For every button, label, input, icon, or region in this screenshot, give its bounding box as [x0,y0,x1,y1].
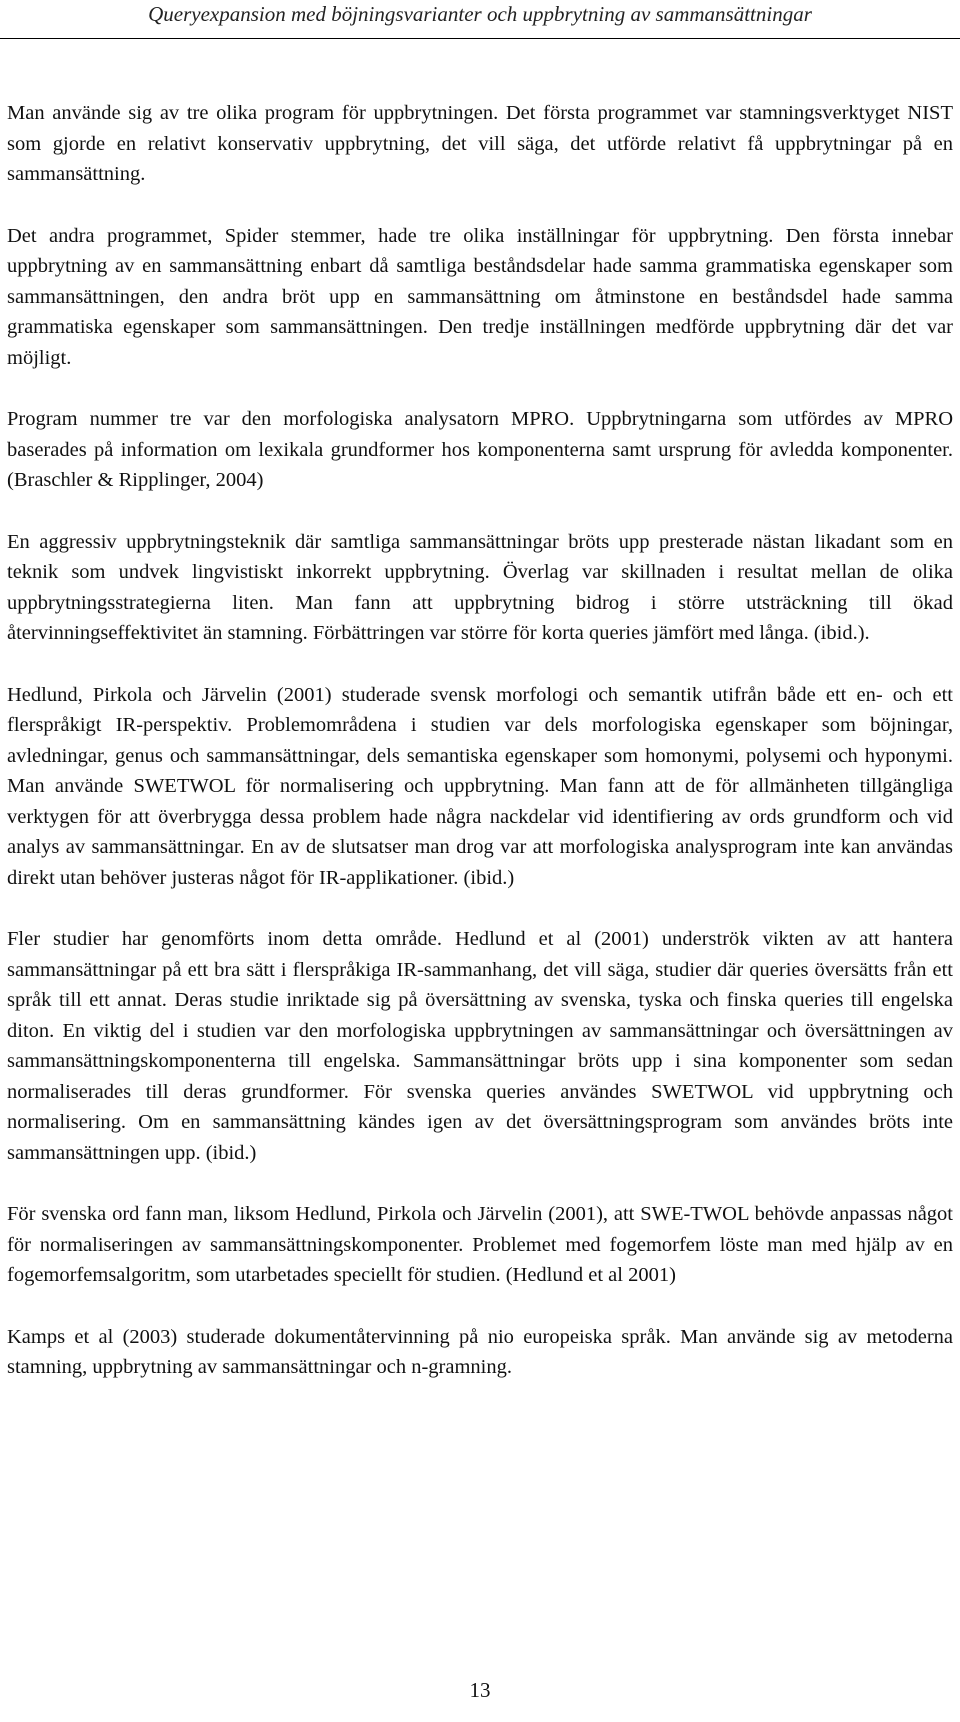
page-number: 13 [469,1678,491,1702]
paragraph: Fler studier har genomförts inom detta område. Hedlund et al (2001) underströk vikten av att hantera sammansättningar på ett bra sätt i flerspråkiga IR-sammanhang, det vill säga, studier där queries översätts från ett språk till ett annat. Deras studie inriktade sig på översättning av svenska, tyska och finska queries till engelska diton. En viktig del i studien var den morfologiska uppbrytningen av sammansättningar och översättningen av sammansättningskomponenterna till engelska. Sammansättningar bröts upp i sina komponenter som sedan normaliserades till deras grundformer. För svenska queries användes SWETWOL vid uppbrytning och normalisering. Om en sammansättning kändes igen av det översättningsprogram som användes bröts inte sammansättningen upp. (ibid.) [7,928,953,1164]
paragraph: En aggressiv uppbrytningsteknik där samtliga sammansättningar bröts upp presterade nästan likadant som en teknik som undvek lingvistiskt inkorrekt uppbrytning. Överlag var skillnaden i resultat mellan de olika uppbrytningsstrategierna liten. Man fann att uppbrytning bidrog i större utsträckning till ökad återvinningseffektivitet än stamning. Förbättringen var större för korta queries jämfört med långa. (ibid.). [7,530,953,644]
running-header: Queryexpansion med böjningsvarianter och uppbrytning av sammansättningar [0,0,960,39]
paragraph: Man använde sig av tre olika program för uppbrytningen. Det första programmet var stamningsverktyget NIST som gjorde en relativt konservativ uppbrytning, det vill säga, det utförde relativt få uppbrytningar på en sammansättning. [7,102,953,185]
paragraph: Det andra programmet, Spider stemmer, hade tre olika inställningar för uppbrytning. Den första innebar uppbrytning av en sammansättning enbart då samtliga beståndsdelar hade samma grammatiska egenskaper som sammansättningen, den andra bröt upp en sammansättning om åtminstone en beståndsdel hade samma grammatiska egenskaper som sammansättningen. Den tredje inställningen medförde uppbrytning där det var möjligt. [7,224,953,369]
paragraph: Program nummer tre var den morfologiska analysatorn MPRO. Uppbrytningarna som utfördes av MPRO baserades på information om lexikala grundformer hos komponenterna samt ursprung för avledda komponenter. (Braschler & Ripplinger, 2004) [7,408,953,491]
paragraph: Kamps et al (2003) studerade dokumentåtervinning på nio europeiska språk. Man använde sig av metoderna stamning, uppbrytning av sammansättningar och n-gramning. [7,1325,953,1378]
body-text [7,98,953,1414]
paragraph: För svenska ord fann man, liksom Hedlund, Pirkola och Järvelin (2001), att SWE-TWOL behövde anpassas något för normaliseringen av sammansättningskomponenter. Problemet med fogemorfem löste man med hjälp av en fogemorfemsalgoritm, som utarbetades speciellt för studien. (Hedlund et al 2001) [7,1203,953,1286]
paragraph: Hedlund, Pirkola och Järvelin (2001) studerade svensk morfologi och semantik utifrån både ett en- och ett flerspråkigt IR-perspektiv. Problemområdena i studien var dels morfologiska egenskaper som böjningar, avledningar, genus och sammansättningar, dels semantiska egenskaper som homonymi, polysemi och hyponymi. Man använde SWETWOL för normalisering och uppbrytning. Man fann att de för allmänheten tillgängliga verktygen för att överbrygga dessa problem hade några nackdelar vid identifiering av ords grundform och vid analys av sammansättningar. En av de slutsatser man drog var att morfologiska analysprogram inte kan användas direkt utan behöver justeras något för IR-applikationer. (ibid.) [7,683,953,889]
